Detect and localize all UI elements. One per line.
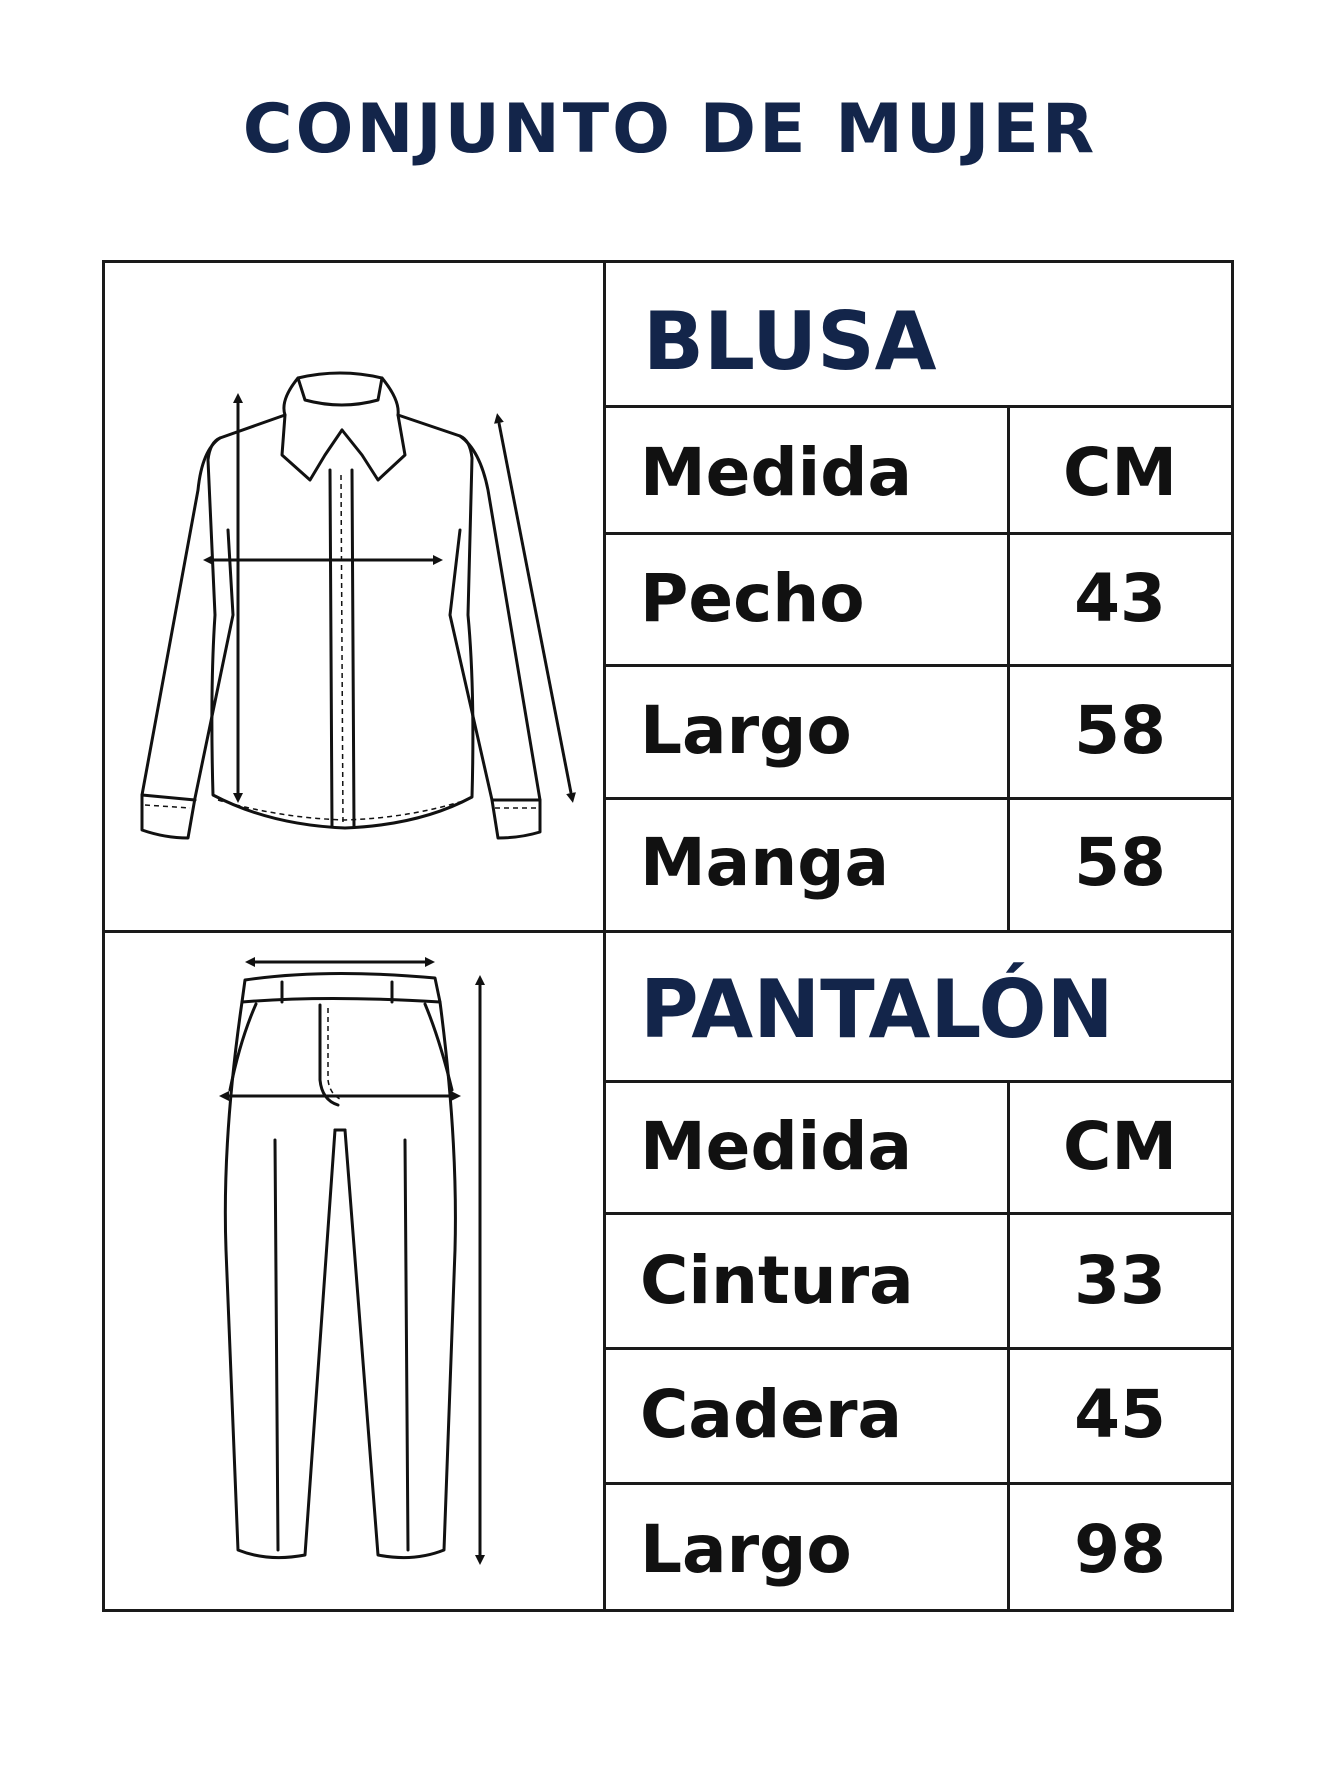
pantalon-row-value: 33 — [1074, 1242, 1166, 1319]
pantalon-row-value: 45 — [1074, 1376, 1166, 1453]
pantalon-row-divider — [603, 1212, 1234, 1215]
pantalon-row-value: 98 — [1074, 1511, 1166, 1588]
pantalon-row-divider — [603, 1347, 1234, 1350]
pantalon-col-measure-header: Medida — [640, 1108, 913, 1185]
blusa-header-divider — [603, 405, 1234, 408]
blusa-col-measure-header: Medida — [640, 434, 913, 511]
pantalon-heading: PANTALÓN — [640, 963, 1114, 1056]
blusa-row-divider — [603, 532, 1234, 535]
blusa-row-value: 58 — [1074, 692, 1166, 769]
pantalon-header-divider — [603, 1080, 1234, 1083]
blusa-row-divider — [603, 797, 1234, 800]
blusa-row-label: Largo — [640, 692, 852, 769]
blusa-row-label: Manga — [640, 824, 889, 901]
pants-illustration — [200, 940, 500, 1600]
blusa-row-divider — [603, 664, 1234, 667]
blusa-row-value: 58 — [1074, 824, 1166, 901]
pantalon-row-divider — [603, 1482, 1234, 1485]
pantalon-row-label: Cintura — [640, 1242, 914, 1319]
blusa-col-cm-header: CM — [1062, 434, 1178, 511]
pantalon-row-label: Cadera — [640, 1376, 903, 1453]
blouse-illustration — [120, 360, 600, 850]
page-title: CONJUNTO DE MUJER — [242, 90, 1098, 169]
section-divider — [102, 930, 1234, 933]
illustration-divider — [603, 260, 606, 1612]
blusa-row-value: 43 — [1074, 560, 1166, 637]
pantalon-row-label: Largo — [640, 1511, 852, 1588]
blusa-row-label: Pecho — [640, 560, 865, 637]
pantalon-col-cm-header: CM — [1062, 1108, 1178, 1185]
blusa-heading: BLUSA — [643, 295, 937, 388]
